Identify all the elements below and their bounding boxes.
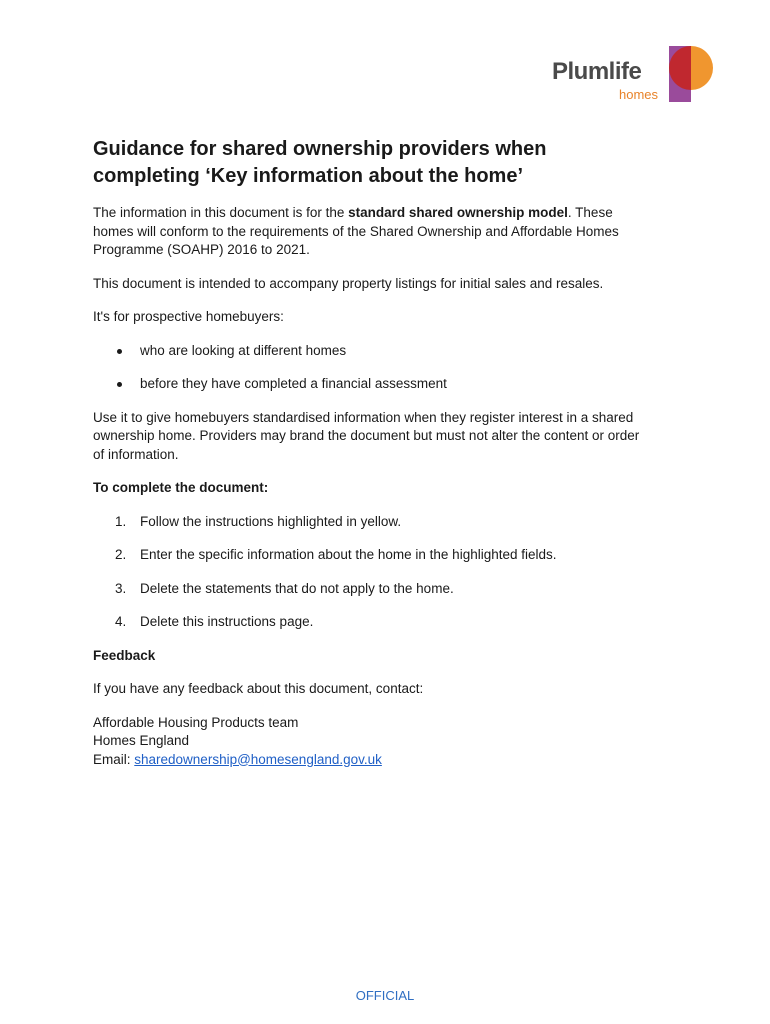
contact-org: Homes England bbox=[93, 733, 190, 748]
feedback-heading: Feedback bbox=[93, 647, 156, 663]
step-item bbox=[93, 580, 653, 599]
bullet-icon bbox=[117, 349, 122, 354]
contact-block bbox=[93, 714, 653, 770]
step-item bbox=[93, 613, 653, 632]
logo-wordmark: Plumlife bbox=[552, 58, 642, 85]
footer-classification: OFFICIAL bbox=[355, 988, 415, 1003]
step-number: 4. bbox=[115, 614, 127, 629]
complete-heading: To complete the document: bbox=[93, 480, 269, 495]
step-text: Enter the specific information about the home in the highlighted fields. bbox=[140, 547, 557, 562]
list-item-text: who are looking at different homes bbox=[140, 342, 347, 358]
contact-team: Affordable Housing Products team bbox=[93, 714, 299, 730]
bullet-icon bbox=[117, 382, 122, 387]
document-body bbox=[93, 136, 653, 769]
logo-mark-icon bbox=[668, 44, 718, 102]
step-number: 3. bbox=[115, 580, 127, 596]
logo-subtext: homes bbox=[619, 87, 659, 102]
audience-list bbox=[93, 342, 653, 394]
intro-pre: The information in this document is for the bbox=[93, 205, 349, 220]
email-link[interactable]: sharedownership@homesengland.gov.uk bbox=[134, 751, 382, 767]
page-title: Guidance for shared ownership providers when completing ‘Key information about the home’ bbox=[93, 138, 547, 187]
audience-paragraph: It's for prospective homebuyers: bbox=[93, 309, 284, 324]
step-item bbox=[93, 513, 653, 532]
list-item-text: before they have completed a financial assessment bbox=[140, 376, 447, 391]
list-item bbox=[93, 375, 653, 394]
intro-paragraph bbox=[93, 204, 653, 260]
step-text: Delete the statements that do not apply to the home. bbox=[140, 580, 454, 596]
feedback-paragraph: If you have any feedback about this document, contact: bbox=[93, 681, 424, 696]
email-label: Email: bbox=[93, 751, 135, 767]
intro-post: . These homes will conform to the requirements of the Shared Ownership and Affordable Homes Programme (SOAHP) 2016 to 2021. bbox=[93, 205, 619, 257]
list-item bbox=[93, 342, 653, 361]
intro-bold: standard shared ownership model bbox=[348, 205, 568, 220]
step-text: Delete this instructions page. bbox=[140, 614, 314, 629]
purpose-paragraph: This document is intended to accompany property listings for initial sales and resales. bbox=[93, 275, 604, 291]
step-item bbox=[93, 546, 653, 565]
step-text: Follow the instructions highlighted in yellow. bbox=[140, 513, 402, 529]
usage-paragraph: Use it to give homebuyers standardised information when they register interest in a shared ownership home. Providers may brand the document but must not alter the content or order of information. bbox=[93, 409, 640, 462]
step-number: 1. bbox=[115, 513, 127, 529]
plumlife-logo bbox=[548, 44, 718, 106]
steps-list bbox=[93, 513, 653, 632]
step-number: 2. bbox=[115, 547, 127, 562]
contact-email-line bbox=[93, 751, 653, 770]
